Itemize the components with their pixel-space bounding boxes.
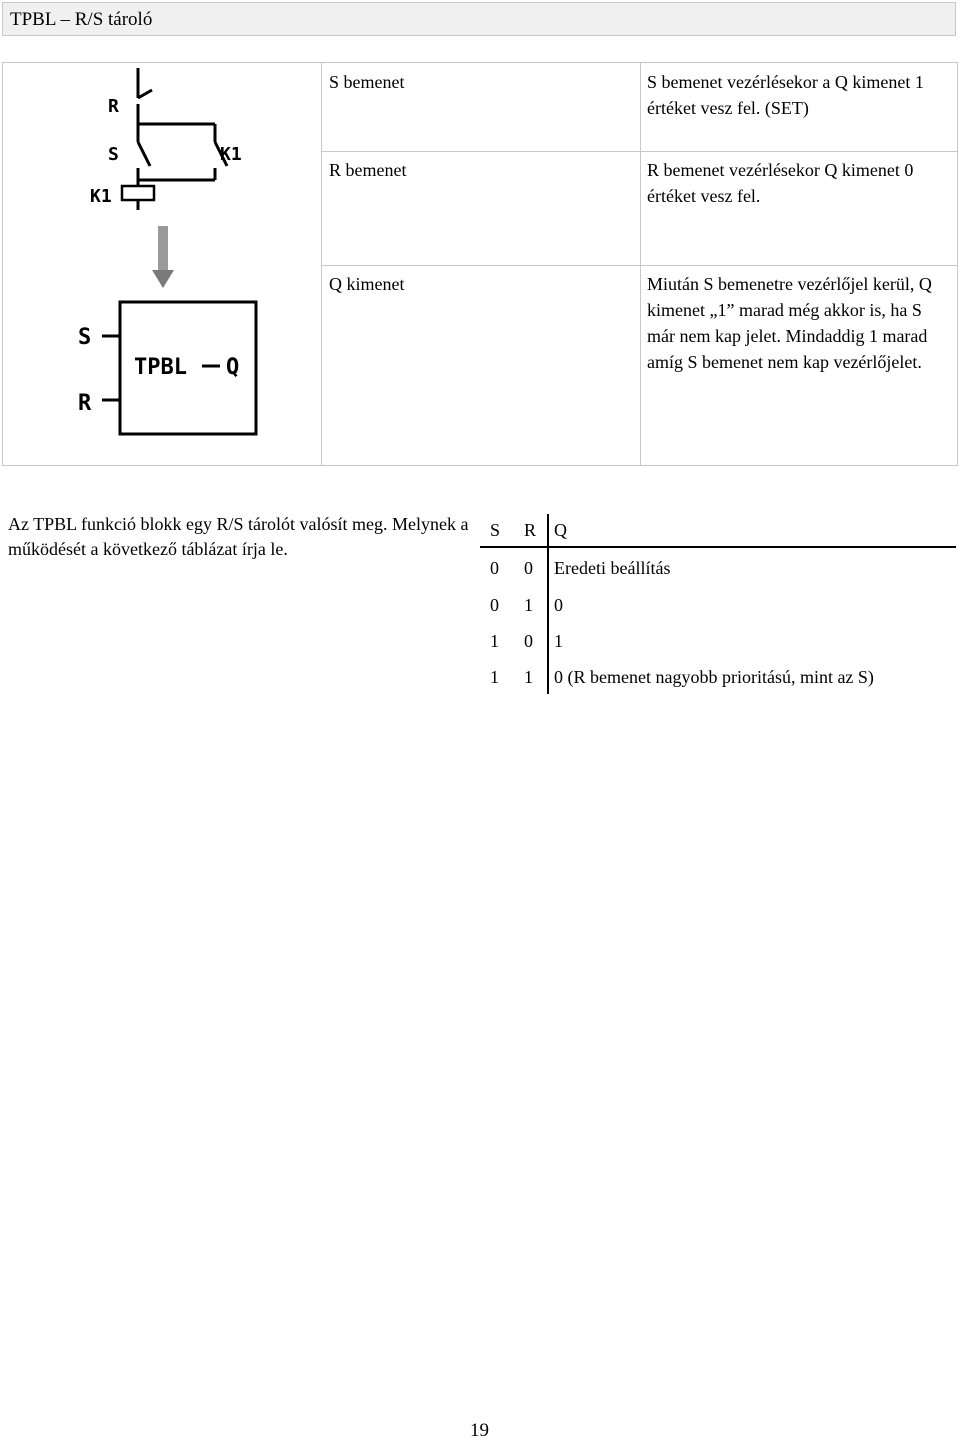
row-divider <box>321 151 957 152</box>
truth-table-divider <box>547 514 549 694</box>
page-title: TPBL – R/S tároló <box>10 9 153 30</box>
truth-row-r: 1 <box>524 595 533 615</box>
truth-header-s: S <box>490 520 501 540</box>
truth-row-q: 1 <box>554 631 563 651</box>
row-desc-s: S bemenet vezérlésekor a Q kimenet 1 értéket vesz fel. (SET) <box>647 72 924 118</box>
title-bar <box>2 2 956 36</box>
row-label-r: R bemenet <box>329 160 407 180</box>
block-label-s: S <box>78 325 92 350</box>
column-divider <box>640 63 641 465</box>
truth-row-s: 0 <box>490 558 499 578</box>
ladder-diagram <box>80 64 260 214</box>
truth-row-s: 1 <box>490 631 499 651</box>
truth-row-r: 0 <box>524 631 533 651</box>
row-label-q: Q kimenet <box>329 274 405 294</box>
ladder-label-s: S <box>108 144 119 165</box>
truth-row-r: 0 <box>524 558 533 578</box>
block-label-name: TPBL <box>134 355 187 380</box>
row-divider <box>321 265 957 266</box>
row-desc-q: Miután S bemenetre vezérlőjel kerül, Q kimenet „1” marad még akkor is, ha S már nem kap jelet. Mindaddig 1 marad amíg S bemenet nem kap vezérlőjelet. <box>647 274 932 372</box>
page-number: 19 <box>470 1420 489 1441</box>
truth-row-s: 1 <box>490 667 499 687</box>
truth-row-s: 0 <box>490 595 499 615</box>
block-label-q: Q <box>226 355 240 380</box>
row-label-s: S bemenet <box>329 72 405 92</box>
ladder-label-r: R <box>108 96 119 117</box>
truth-header-r: R <box>524 520 537 540</box>
truth-table-header-line <box>480 546 956 548</box>
intro-paragraph: Az TPBL funkció blokk egy R/S tárolót valósít meg. Melynek a működését a következő táblázat írja le. <box>8 514 469 559</box>
truth-header-q: Q <box>554 520 567 540</box>
ladder-label-k1-coil: K1 <box>90 186 112 207</box>
ladder-label-k1-contact: K1 <box>220 144 242 165</box>
truth-row-q: 0 <box>554 595 563 615</box>
tpbl-block-diagram <box>72 224 272 438</box>
truth-row-r: 1 <box>524 667 533 687</box>
truth-row-q: Eredeti beállítás <box>554 558 671 578</box>
truth-row-q: 0 (R bemenet nagyobb prioritású, mint az S) <box>554 667 874 687</box>
column-divider <box>321 63 322 465</box>
row-desc-r: R bemenet vezérlésekor Q kimenet 0 értéket vesz fel. <box>647 160 914 206</box>
block-label-r: R <box>78 391 92 416</box>
truth-table <box>480 512 956 698</box>
